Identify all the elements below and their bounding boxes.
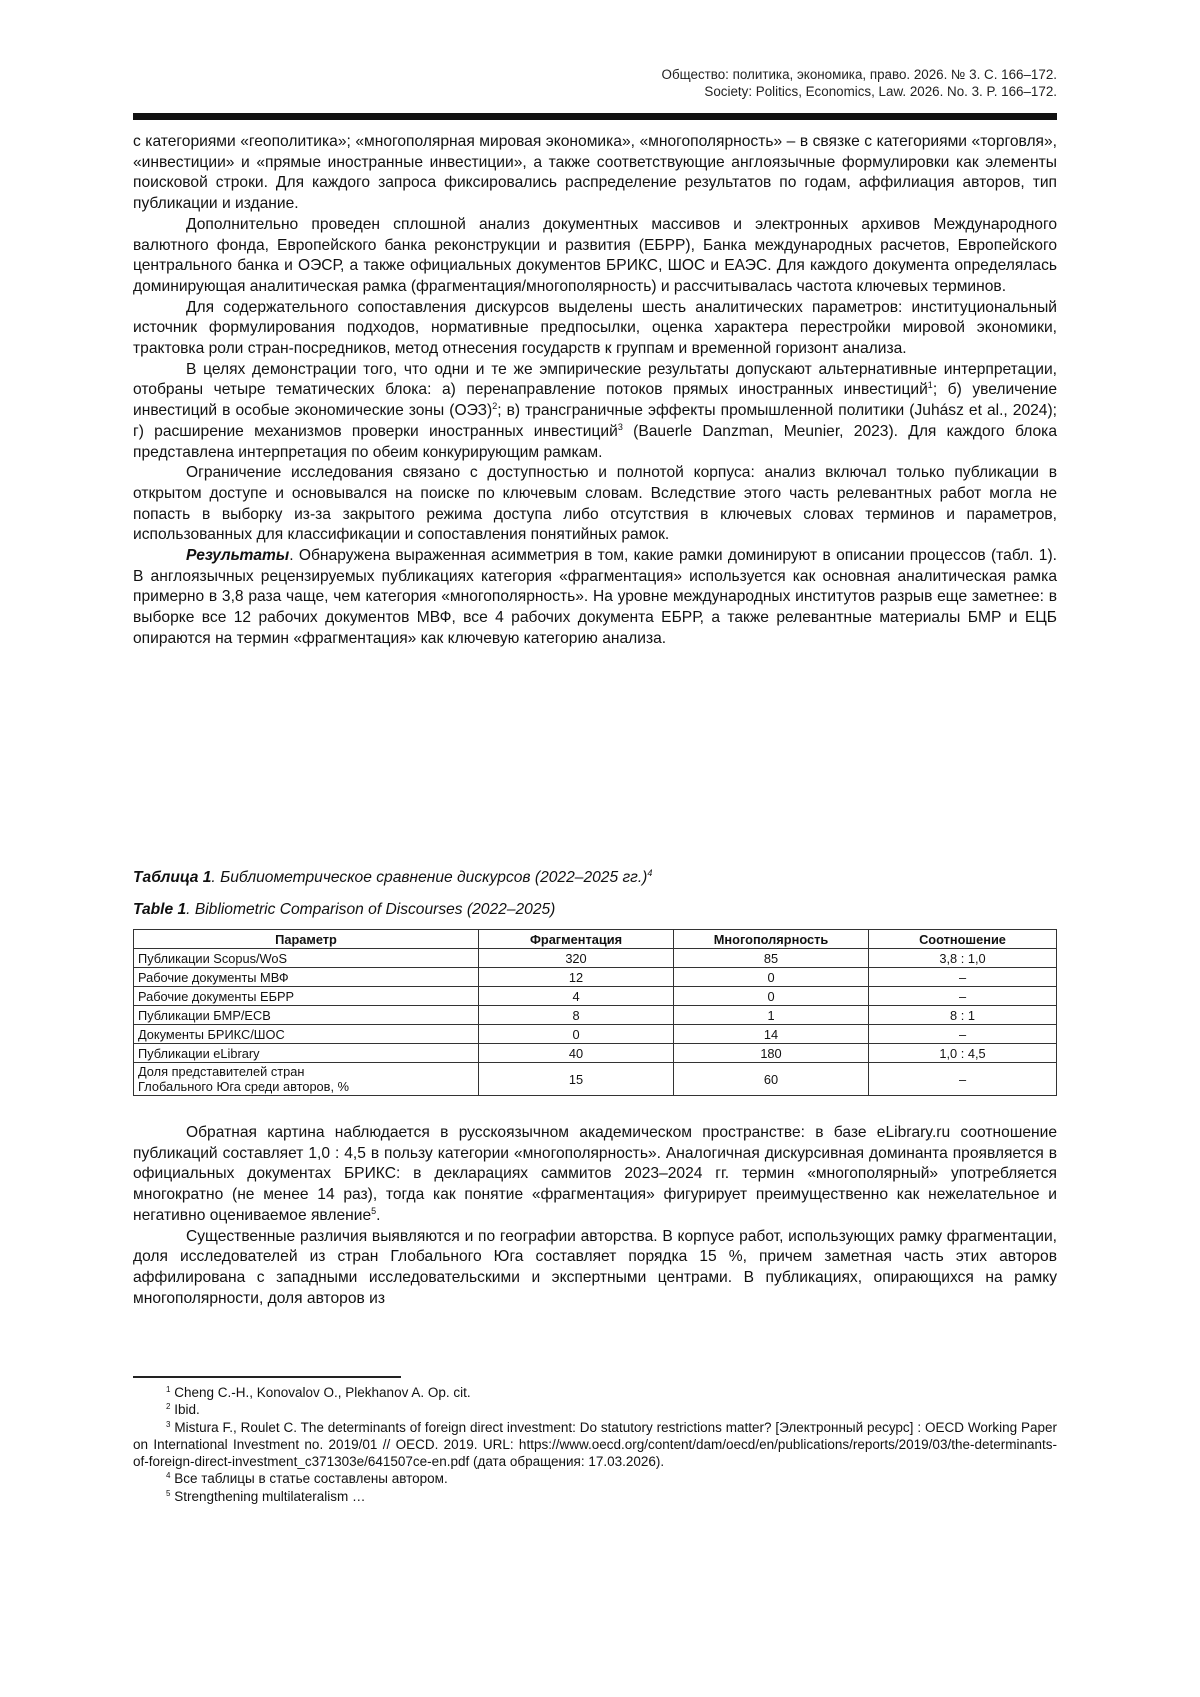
footnote-ref-4[interactable]: 4 bbox=[647, 868, 653, 878]
table-row bbox=[134, 1063, 1057, 1096]
footnote-separator bbox=[133, 1376, 401, 1378]
text-span: . Обнаружена выраженная асимметрия в том, какие рамки доминируют в описании процессов (табл. 1). В англоязычных рецензируемых публикациях категория «фрагментация» используется как основная аналитическая рамка примерно в 3,8 раза чаще, чем категория «многополярность». На уровне международных институтов разрыв еще заметнее: в выборке все 12 рабочих документов МВФ, все 4 рабочих документа ЕБРР, а также релевантные материалы БМР и ЕЦБ опираются на термин «фрагментация» как ключевую категорию анализа. bbox=[133, 547, 1057, 647]
paragraph-thematic-blocks bbox=[133, 360, 1057, 464]
footnote-ref-2[interactable]: 2 bbox=[492, 401, 498, 412]
text-span: . bbox=[376, 1206, 381, 1224]
cell-multipolarity: 0 bbox=[674, 968, 869, 987]
footnote-4 bbox=[133, 1470, 1057, 1487]
table-row bbox=[134, 968, 1057, 987]
cell-ratio: 3,8 : 1,0 bbox=[869, 949, 1057, 968]
footnote-number: 1 bbox=[166, 1385, 171, 1394]
footnote-5 bbox=[133, 1488, 1057, 1505]
cell-ratio: – bbox=[869, 1025, 1057, 1044]
footnote-2 bbox=[133, 1401, 1057, 1418]
footnote-text: Cheng C.-H., Konovalov O., Plekhanov A. Op. cit. bbox=[170, 1385, 471, 1400]
table-title-ru: . Библиометрическое сравнение дискурсов (2022–2025 гг.) bbox=[211, 869, 648, 886]
text-span: Обратная картина наблюдается в русскоязычном академическом пространстве: в базе eLibrary.ru соотношение публикаций составляет 1,0 : 4,5 в пользу категории «многополярность». Аналогичная дискурсивная доминанта проявляется в официальных документах БРИКС: в декларациях саммитов 2023–2024 гг. термин «многополярный» употребляется многократно (не менее 14 раз), тогда как понятие «фрагментация» фигурирует преимущественно как нежелательное и негативно оцениваемое явление bbox=[133, 1124, 1057, 1224]
table-row bbox=[134, 949, 1057, 968]
cell-fragmentation: 4 bbox=[479, 987, 674, 1006]
bibliometric-table bbox=[133, 929, 1057, 1096]
paragraph-search-query: с категориями «геополитика»; «многополярная мировая экономика», «многополярность» – в связке с категориями «торговля», «инвестиции» и «прямые иностранные инвестиции», а также соответствующие англоязычные формулировки как элементы поисковой строки. Для каждого запроса фиксировались распределение результатов по годам, аффилиация авторов, тип публикации и издание. bbox=[133, 133, 1057, 213]
footnote-number: 5 bbox=[166, 1488, 171, 1498]
paragraph-parameters: Для содержательного сопоставления дискурсов выделены шесть аналитических параметров: институциональный источник формулирования подходов, нормативные предпосылки, оценка характера перестройки мировой экономики, трактовка роли стран-посредников, метод отнесения государств к группам и временной горизонт анализа. bbox=[133, 298, 1057, 358]
cell-parameter-line: Доля представителей стран bbox=[138, 1064, 305, 1079]
header-rule bbox=[133, 113, 1057, 120]
cell-ratio: – bbox=[869, 1063, 1057, 1096]
cell-parameter: Публикации Scopus/WoS bbox=[134, 949, 479, 968]
cell-multipolarity: 180 bbox=[674, 1044, 869, 1063]
cell-parameter: Рабочие документы МВФ bbox=[134, 968, 479, 987]
cell-fragmentation: 320 bbox=[479, 949, 674, 968]
cell-parameter: Рабочие документы ЕБРР bbox=[134, 987, 479, 1006]
table-row bbox=[134, 1025, 1057, 1044]
cell-multipolarity: 14 bbox=[674, 1025, 869, 1044]
cell-fragmentation: 0 bbox=[479, 1025, 674, 1044]
cell-ratio: – bbox=[869, 987, 1057, 1006]
cell-parameter bbox=[134, 1063, 479, 1096]
footnote-ref-1[interactable]: 1 bbox=[927, 380, 933, 391]
footnote-1 bbox=[133, 1384, 1057, 1401]
cell-fragmentation: 40 bbox=[479, 1044, 674, 1063]
paragraph-limitations: Ограничение исследования связано с доступностью и полнотой корпуса: анализ включал только публикации в открытом доступе и основывался на поиске по ключевым словам. Вследствие этого часть релевантных работ могла не попасть в выборку из-за закрытого режима доступа либо отсутствия в ключевых словах терминов и параметров, использованных для классификации и сопоставления понятийных рамок. bbox=[133, 464, 1057, 544]
table-label-ru: Таблица 1 bbox=[133, 869, 212, 886]
text-span: ; б) увеличение инвестиций в особые экономические зоны (ОЭЗ) bbox=[133, 381, 1057, 420]
cell-multipolarity: 60 bbox=[674, 1063, 869, 1096]
table-caption-ru bbox=[133, 868, 652, 888]
paragraph-russian-discourse bbox=[133, 1123, 1057, 1227]
cell-parameter: Публикации БМР/ЕСВ bbox=[134, 1006, 479, 1025]
column-header-ratio: Соотношение bbox=[869, 930, 1057, 949]
cell-ratio: 1,0 : 4,5 bbox=[869, 1044, 1057, 1063]
table-row bbox=[134, 1044, 1057, 1063]
cell-parameter: Публикации eLibrary bbox=[134, 1044, 479, 1063]
footnote-ref-3[interactable]: 3 bbox=[617, 421, 623, 432]
footnote-number: 4 bbox=[166, 1471, 171, 1481]
paragraph-authorship-geography: Существенные различия выявляются и по географии авторства. В корпусе работ, использующих рамку фрагментации, доля исследователей из стран Глобального Юга составляет порядка 15 %, причем заметная часть этих авторов аффилирована с западными исследовательскими и экспертными центрами. В публикациях, опирающихся на рамку многополярности, доля авторов из bbox=[133, 1227, 1057, 1307]
text-span: В целях демонстрации того, что одни и те же эмпирические результаты допускают альтернативные интерпретации, отобраны четыре тематических блока: а) перенаправление потоков прямых иностранных инвестиций bbox=[133, 360, 1057, 399]
footnotes bbox=[133, 1384, 1057, 1505]
column-header-parameter: Параметр bbox=[134, 930, 479, 949]
cell-multipolarity: 85 bbox=[674, 949, 869, 968]
footnote-number: 2 bbox=[166, 1402, 171, 1412]
results-heading: Результаты bbox=[186, 547, 290, 565]
cell-fragmentation: 12 bbox=[479, 968, 674, 987]
footnote-text: Strengthening multilateralism … bbox=[170, 1488, 366, 1504]
table-label-en: Table 1 bbox=[133, 901, 187, 918]
cell-multipolarity: 1 bbox=[674, 1006, 869, 1025]
cell-parameter-line: Глобального Юга среди авторов, % bbox=[138, 1079, 349, 1094]
column-header-multipolarity: Многополярность bbox=[674, 930, 869, 949]
cell-fragmentation: 8 bbox=[479, 1006, 674, 1025]
table-row bbox=[134, 1006, 1057, 1025]
footnote-3 bbox=[133, 1419, 1057, 1471]
table-title-en: . Bibliometric Comparison of Discourses (2022–2025) bbox=[186, 901, 556, 918]
text-span: (Bauerle Danzman, Meunier, 2023). Для каждого блока представлена интерпретация по обеим конкурирующим рамкам. bbox=[133, 422, 1057, 461]
running-header bbox=[662, 66, 1057, 100]
cell-parameter: Документы БРИКС/ШОС bbox=[134, 1025, 479, 1044]
paragraph-results bbox=[133, 546, 1057, 650]
footnote-text: Ibid. bbox=[170, 1402, 200, 1418]
cell-ratio: 8 : 1 bbox=[869, 1006, 1057, 1025]
footnote-text: Mistura F., Roulet C. The determinants of foreign direct investment: Do statutory restrictions matter? [Электронный ресурс] : OECD Working Paper on International Investment no. 2019/01 // OECD. 2019. URL: https://www.oecd.org/content/dam/oecd/en/publications/reports/2019/03/the-determinants-of-foreign-direct-investment_c371303e/641507ce-en.pdf (дата обращения: 17.03.2026). bbox=[133, 1419, 1057, 1470]
running-header-ru: Общество: политика, экономика, право. 2026. № 3. С. 166–172. bbox=[661, 67, 1057, 82]
footnote-number: 3 bbox=[166, 1419, 171, 1429]
paragraph-document-analysis: Дополнительно проведен сплошной анализ документных массивов и электронных архивов Международного валютного фонда, Европейского банка реконструкции и развития (ЕБРР), Банка международных расчетов, Европейского центрального банка и ОЭСР, а также официальных документов БРИКС, ШОС и ЕАЭС. Для каждого документа определялась доминирующая аналитическая рамка (фрагментация/многополярность) и рассчитывалась частота ключевых терминов. bbox=[133, 215, 1057, 295]
table-header-row bbox=[134, 930, 1057, 949]
footnote-ref-5[interactable]: 5 bbox=[371, 1205, 377, 1216]
footnote-text: Все таблицы в статье составлены автором. bbox=[170, 1471, 448, 1487]
table-row bbox=[134, 987, 1057, 1006]
running-header-en: Society: Politics, Economics, Law. 2026. No. 3. P. 166–172. bbox=[704, 84, 1057, 99]
cell-multipolarity: 0 bbox=[674, 987, 869, 1006]
table-caption-en bbox=[133, 900, 555, 920]
cell-fragmentation: 15 bbox=[479, 1063, 674, 1096]
text-span: ; в) трансграничные эффекты промышленной политики (Juhász et al., 2024); г) расширение механизмов проверки иностранных инвестиций bbox=[133, 402, 1057, 440]
body-text-continued bbox=[133, 1123, 1057, 1309]
cell-ratio: – bbox=[869, 968, 1057, 987]
body-text bbox=[133, 132, 1057, 650]
column-header-fragmentation: Фрагментация bbox=[479, 930, 674, 949]
